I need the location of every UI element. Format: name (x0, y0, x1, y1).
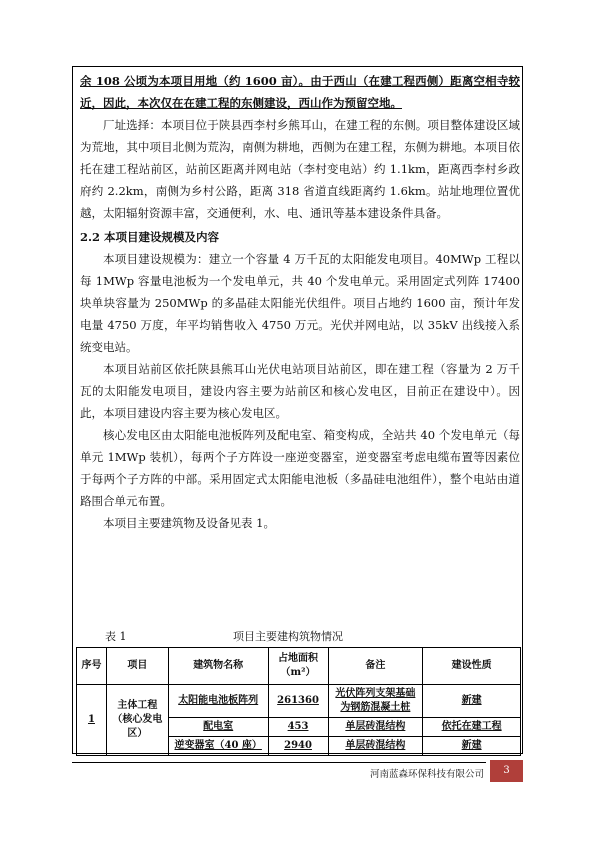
header-no: 序号 (77, 648, 107, 685)
intro-text: 余 108 公顷为本项目用地（约 1600 亩）。由于西山（在建工程西侧）距离空相寺较近，因此，本次仅在在建工程的东侧建设，西山作为预留空地。 (80, 74, 520, 110)
cell-area: 261360 (268, 685, 328, 718)
cell-note: 光伏阵列支架基础为钢筋混凝土桩 (328, 685, 423, 718)
table-title: 项目主要建构筑物情况 (233, 630, 343, 643)
cell-note: 单层砖混结构 (328, 718, 423, 737)
header-item: 项目 (106, 648, 168, 685)
page-number: 3 (490, 760, 523, 782)
footer-company: 河南蓝森环保科技有限公司 (370, 769, 485, 780)
row-group-item: 主体工程（核心发电区） (106, 685, 168, 756)
cell-note: 单层砖混结构 (328, 737, 423, 756)
cell-nature: 新建 (423, 737, 521, 756)
row-group-number: 1 (77, 685, 107, 756)
table-row (77, 685, 521, 718)
scale-paragraph: 本项目建设规模为：建立一个容量 4 万千瓦的太阳能发电项目。40MWp 工程以每 1MWp 容量电池板为一个发电单元，共 40 个发电单元。采用固定式列阵 17400 块单块容量为 250MWp 的多晶硅太阳能光伏组件。项目占地约 1600 亩，预计年发电量 4750 万度，年平均销售收入 4750 万元。光伏并网电站，以 35kV 出线接入系统变电站。 (80, 252, 520, 354)
header-area: 占地面积（m²） (268, 648, 328, 685)
header-building-name: 建筑物名称 (168, 648, 268, 685)
table-number: 表 1 (105, 630, 127, 643)
core-area-paragraph: 核心发电区由太阳能电池板阵列及配电室、箱变构成，全站共 40 个发电单元（每单元 1MWp 装机），每两个子方阵设一座逆变器室，逆变器室考虑电缆布置等因素位于每两个子方阵的中部。采用固定式太阳能电池板（多晶硅电池组件），整个电站由道路围合单元布置。 (80, 428, 520, 508)
table-reference-paragraph: 本项目主要建筑物及设备见表 1。 (103, 516, 275, 530)
table-caption (105, 628, 405, 644)
table-header-row (77, 648, 521, 685)
station-area-paragraph: 本项目站前区依托陕县熊耳山光伏电站项目站前区，即在建工程（容量为 2 万千瓦的太阳能发电项目，建设内容主要为站前区和核心发电区，目前正在建设中）。因此，本项目建设内容主要为核心发电区。 (80, 362, 520, 420)
header-nature: 建设性质 (423, 648, 521, 685)
cell-nature: 新建 (423, 685, 521, 718)
site-selection-paragraph: 厂址选择：本项目位于陕县西李村乡熊耳山，在建工程的东侧。项目整体建设区域为荒地，其中项目北侧为荒沟，南侧为耕地，西侧为在建工程，东侧为耕地。本项目依托在建工程站前区，站前区距离并网电站（李村变电站）约 1.1km，距离西李村乡政府约 2.2km，南侧为乡村公路，距离 318 省道直线距离约 1.6km。站址地理位置优越，太阳辐射资源丰富，交通便利，水、电、通讯等基本建设条件具备。 (80, 118, 520, 220)
section-title: 2.2 本项目建设规模及内容 (80, 230, 220, 244)
document-body (80, 70, 520, 534)
cell-building-name: 太阳能电池板阵列 (168, 685, 268, 718)
buildings-table (76, 647, 521, 756)
header-note: 备注 (328, 648, 423, 685)
cell-area: 453 (268, 718, 328, 737)
cell-nature: 依托在建工程 (423, 718, 521, 737)
footer-divider (72, 762, 486, 763)
cell-area: 2940 (268, 737, 328, 756)
cell-building-name: 配电室 (168, 718, 268, 737)
cell-building-name: 逆变器室（40 座） (168, 737, 268, 756)
